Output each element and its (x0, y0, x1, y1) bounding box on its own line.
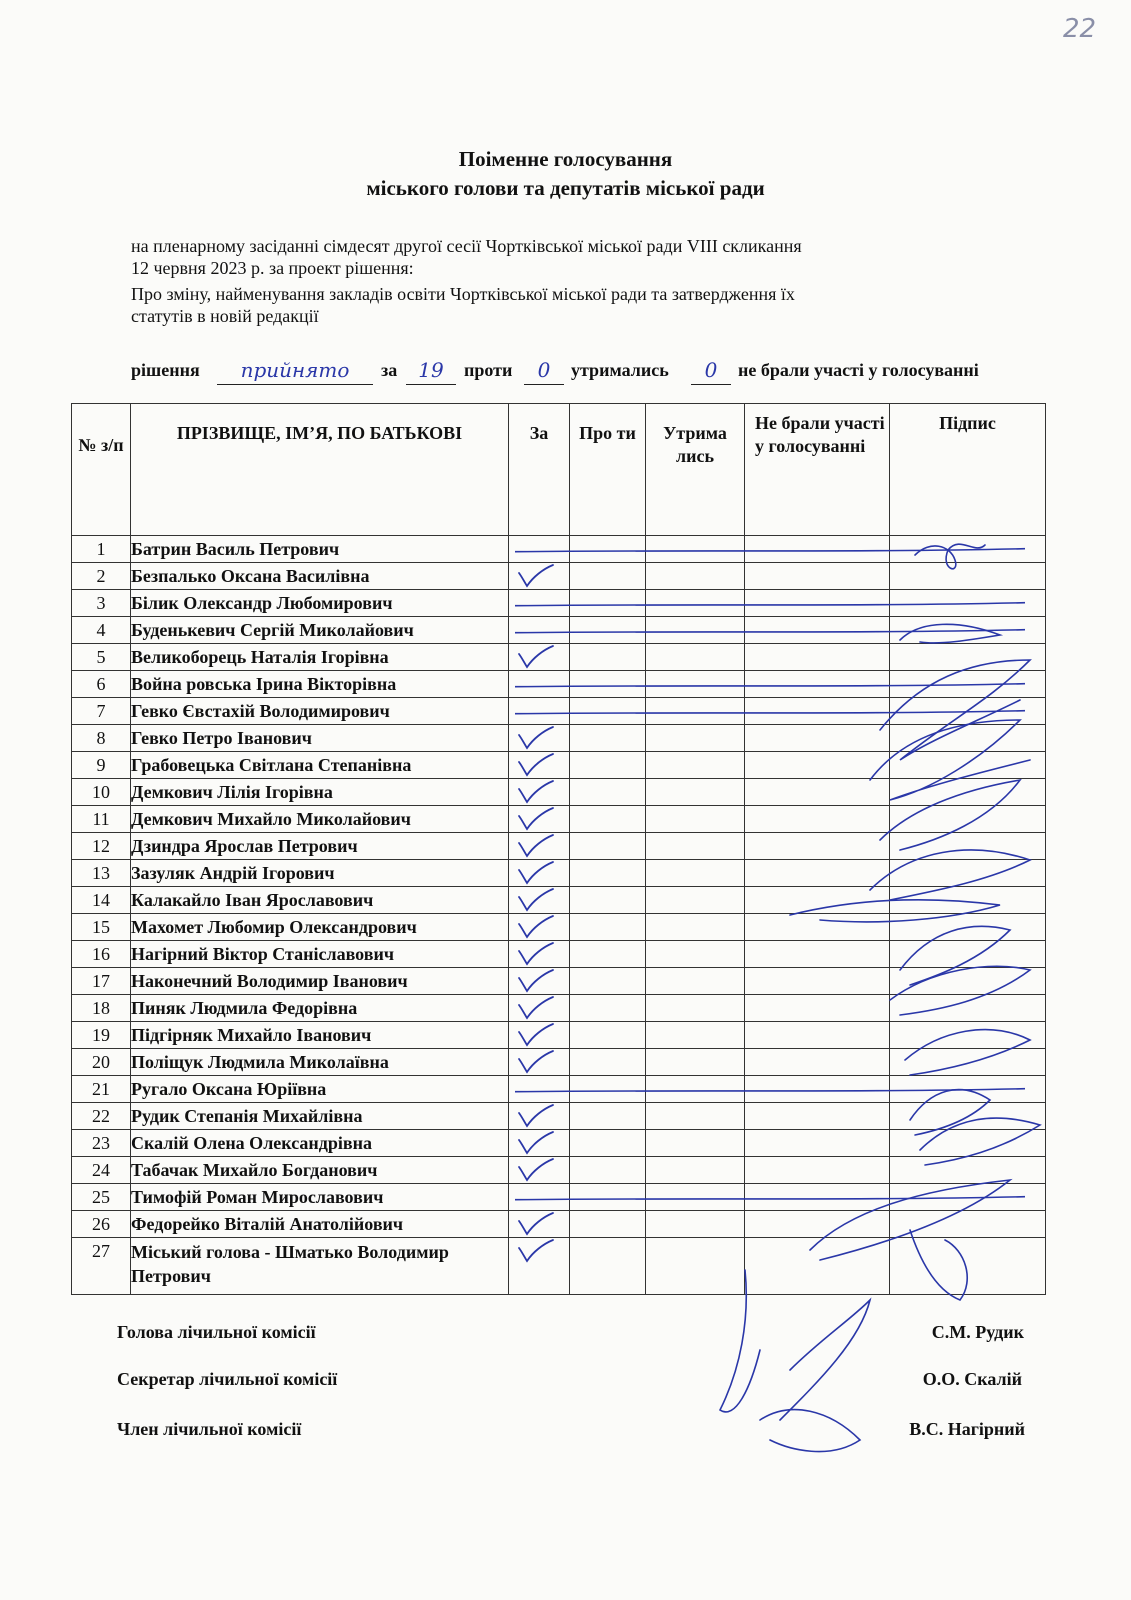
not-participated-cell (745, 590, 890, 617)
table-row (72, 1130, 1046, 1157)
signature-cell (890, 1103, 1046, 1130)
against-cell (570, 860, 646, 887)
for-cell (509, 698, 570, 725)
for-cell (509, 617, 570, 644)
for-cell (509, 1130, 570, 1157)
chair-label: Голова лічильної комісії (117, 1322, 316, 1342)
against-cell (570, 941, 646, 968)
for-cell (509, 1076, 570, 1103)
row-number: 1 (72, 536, 131, 563)
for-cell (509, 1049, 570, 1076)
abstained-cell (646, 833, 745, 860)
row-number: 8 (72, 725, 131, 752)
header-for: За (509, 404, 570, 536)
draft-title-line1: Про зміну, найменування закладів освіти Чортківської міської ради та затвердження їх (131, 284, 795, 304)
checkmark-icon (513, 563, 557, 589)
deputy-name: Батрин Василь Петрович (131, 536, 509, 563)
deputy-name: Грабовецька Світлана Степанівна (131, 752, 509, 779)
table-row (72, 806, 1046, 833)
not-participated-cell (745, 536, 890, 563)
signature-cell (890, 617, 1046, 644)
for-cell (509, 563, 570, 590)
abstained-cell (646, 752, 745, 779)
signature-cell (890, 644, 1046, 671)
vote-summary (131, 360, 1061, 388)
against-cell (570, 536, 646, 563)
checkmark-icon (513, 833, 557, 859)
abstained-cell (646, 617, 745, 644)
deputy-name: Рудик Степанія Михайлівна (131, 1103, 509, 1130)
table-row (72, 698, 1046, 725)
not-participated-cell (745, 1130, 890, 1157)
abstained-cell (646, 1022, 745, 1049)
against-cell (570, 887, 646, 914)
signature-cell (890, 914, 1046, 941)
deputy-name: Демкович Михайло Миколайович (131, 806, 509, 833)
abstained-cell (646, 1049, 745, 1076)
session-line: на пленарному засіданні сімдесят другої сесії Чортківської міської ради VIII скликання (131, 236, 802, 256)
checkmark-icon (513, 995, 557, 1021)
header-name: ПРІЗВИЩЕ, ІМ’Я, ПО БАТЬКОВІ (131, 404, 509, 536)
abstained-cell (646, 860, 745, 887)
deputy-name: Тимофій Роман Мирославович (131, 1184, 509, 1211)
against-cell (570, 644, 646, 671)
header-signature: Підпис (890, 404, 1046, 536)
not-participated-label: не брали участі у голосуванні (738, 360, 979, 380)
table-row (72, 968, 1046, 995)
row-number: 6 (72, 671, 131, 698)
for-cell (509, 995, 570, 1022)
for-cell (509, 1103, 570, 1130)
abstained-cell (646, 563, 745, 590)
deputy-name: Поліщук Людмила Миколаївна (131, 1049, 509, 1076)
against-cell (570, 1049, 646, 1076)
signature-cell (890, 671, 1046, 698)
for-cell (509, 671, 570, 698)
date-line: 12 червня 2023 р. за проект рішення: (131, 258, 414, 278)
deputy-name: Ругало Оксана Юріївна (131, 1076, 509, 1103)
row-number: 4 (72, 617, 131, 644)
against-cell (570, 617, 646, 644)
signature-cell (890, 806, 1046, 833)
signature-cell (890, 725, 1046, 752)
deputy-name: Гевко Євстахій Володимирович (131, 698, 509, 725)
against-cell (570, 1157, 646, 1184)
table-row (72, 1184, 1046, 1211)
against-cell (570, 1076, 646, 1103)
against-cell (570, 698, 646, 725)
signature-cell (890, 1238, 1046, 1295)
not-participated-cell (745, 1103, 890, 1130)
header-not-participated: Не брали участі у голосуванні (745, 404, 890, 536)
for-cell (509, 752, 570, 779)
row-number: 23 (72, 1130, 131, 1157)
signature-cell (890, 860, 1046, 887)
signature-cell (890, 536, 1046, 563)
not-participated-cell (745, 860, 890, 887)
abstained-cell (646, 779, 745, 806)
row-number: 18 (72, 995, 131, 1022)
abstained-cell (646, 1103, 745, 1130)
abstained-cell (646, 725, 745, 752)
against-cell (570, 914, 646, 941)
chair-name: С.М. Рудик (931, 1322, 1024, 1342)
for-cell (509, 887, 570, 914)
against-cell (570, 1130, 646, 1157)
row-number: 22 (72, 1103, 131, 1130)
abstained-cell (646, 698, 745, 725)
for-cell (509, 914, 570, 941)
not-participated-cell (745, 1184, 890, 1211)
checkmark-icon (513, 752, 557, 778)
table-row (72, 887, 1046, 914)
row-number: 11 (72, 806, 131, 833)
against-cell (570, 752, 646, 779)
signature-cell (890, 1022, 1046, 1049)
table-row (72, 752, 1046, 779)
table-row (72, 644, 1046, 671)
checkmark-icon (513, 941, 557, 967)
for-cell (509, 725, 570, 752)
deputy-name: Наконечний Володимир Іванович (131, 968, 509, 995)
against-cell (570, 1184, 646, 1211)
for-cell (509, 833, 570, 860)
signature-cell (890, 1076, 1046, 1103)
deputy-name: Демкович Лілія Ігорівна (131, 779, 509, 806)
abstained-cell (646, 995, 745, 1022)
against-cell (570, 1211, 646, 1238)
for-cell (509, 941, 570, 968)
not-participated-cell (745, 1022, 890, 1049)
abstained-cell (646, 1157, 745, 1184)
row-number: 17 (72, 968, 131, 995)
abstained-cell (646, 806, 745, 833)
table-row (72, 1022, 1046, 1049)
not-participated-cell (745, 725, 890, 752)
checkmark-icon (513, 1157, 557, 1183)
abstained-cell (646, 1130, 745, 1157)
abstained-cell (646, 968, 745, 995)
not-participated-cell (745, 1049, 890, 1076)
checkmark-icon (513, 644, 557, 670)
not-participated-cell (745, 914, 890, 941)
abstained-cell (646, 887, 745, 914)
decision-label: рішення (131, 360, 200, 380)
against-cell (570, 806, 646, 833)
row-number: 27 (72, 1238, 131, 1295)
not-participated-cell (745, 806, 890, 833)
for-label: за (381, 360, 398, 380)
table-row (72, 725, 1046, 752)
not-participated-cell (745, 779, 890, 806)
table-row (72, 1157, 1046, 1184)
row-number: 5 (72, 644, 131, 671)
signature-cell (890, 1157, 1046, 1184)
signature-cell (890, 698, 1046, 725)
signature-cell (890, 1211, 1046, 1238)
row-number: 13 (72, 860, 131, 887)
table-header-row (72, 404, 1046, 536)
member-label: Член лічильної комісії (117, 1419, 302, 1439)
not-participated-cell (745, 752, 890, 779)
checkmark-icon (513, 806, 557, 832)
checkmark-icon (513, 1211, 557, 1237)
not-participated-cell (745, 563, 890, 590)
row-number: 10 (72, 779, 131, 806)
against-cell (570, 1238, 646, 1295)
decision-value: прийнято (217, 360, 373, 385)
not-participated-cell (745, 887, 890, 914)
table-row (72, 590, 1046, 617)
row-number: 21 (72, 1076, 131, 1103)
table-row (72, 1103, 1046, 1130)
deputy-name: Война ровська Ірина Вікторівна (131, 671, 509, 698)
abstained-cell (646, 671, 745, 698)
abstained-cell (646, 1211, 745, 1238)
against-cell (570, 590, 646, 617)
roll-call-table (71, 403, 1046, 1295)
for-cell (509, 1184, 570, 1211)
deputy-name: Великоборець Наталія Ігорівна (131, 644, 509, 671)
abstained-cell (646, 1238, 745, 1295)
checkmark-icon (513, 1022, 557, 1048)
table-row (72, 1076, 1046, 1103)
deputy-name: Табачак Михайло Богданович (131, 1157, 509, 1184)
signature-cell (890, 1049, 1046, 1076)
table-row (72, 941, 1046, 968)
checkmark-icon (513, 1238, 557, 1264)
deputy-name: Гевко Петро Іванович (131, 725, 509, 752)
table-row (72, 1211, 1046, 1238)
document-subtitle: міського голови та депутатів міської ради (366, 176, 765, 200)
checkmark-icon (513, 1049, 557, 1075)
for-cell (509, 1022, 570, 1049)
against-cell (570, 563, 646, 590)
against-label: проти (464, 360, 513, 380)
against-cell (570, 671, 646, 698)
deputy-name: Скалій Олена Олександрівна (131, 1130, 509, 1157)
signature-cell (890, 995, 1046, 1022)
member-name: В.С. Нагірний (909, 1419, 1025, 1439)
row-number: 20 (72, 1049, 131, 1076)
not-participated-cell (745, 833, 890, 860)
not-participated-cell (745, 1238, 890, 1295)
not-participated-cell (745, 1211, 890, 1238)
signature-cell (890, 887, 1046, 914)
row-number: 26 (72, 1211, 131, 1238)
against-cell (570, 1103, 646, 1130)
against-cell (570, 1022, 646, 1049)
not-participated-cell (745, 968, 890, 995)
deputy-name: Буденькевич Сергій Миколайович (131, 617, 509, 644)
row-number: 25 (72, 1184, 131, 1211)
header-abstained: Утрима лись (646, 404, 745, 536)
for-cell (509, 644, 570, 671)
not-participated-cell (745, 1157, 890, 1184)
abstained-cell (646, 644, 745, 671)
checkmark-icon (513, 1130, 557, 1156)
against-cell (570, 833, 646, 860)
for-cell (509, 1238, 570, 1295)
document-title: Поіменне голосування (458, 147, 673, 171)
for-cell (509, 536, 570, 563)
deputy-name: Безпалько Оксана Василівна (131, 563, 509, 590)
checkmark-icon (513, 779, 557, 805)
signature-mark (760, 1410, 860, 1452)
row-number: 7 (72, 698, 131, 725)
deputy-name: Махомет Любомир Олександрович (131, 914, 509, 941)
table-row (72, 1238, 1046, 1295)
not-participated-cell (745, 671, 890, 698)
checkmark-icon (513, 914, 557, 940)
checkmark-icon (513, 1103, 557, 1129)
row-number: 3 (72, 590, 131, 617)
checkmark-icon (513, 725, 557, 751)
deputy-name: Підгірняк Михайло Іванович (131, 1022, 509, 1049)
table-row (72, 860, 1046, 887)
not-participated-cell (745, 644, 890, 671)
signature-mark (780, 1300, 870, 1420)
signature-cell (890, 1184, 1046, 1211)
abstained-cell (646, 914, 745, 941)
draft-title-line2: статутів в новій редакції (131, 306, 319, 326)
not-participated-cell (745, 995, 890, 1022)
not-participated-cell (745, 617, 890, 644)
abstained-cell (646, 1184, 745, 1211)
row-number: 9 (72, 752, 131, 779)
against-cell (570, 968, 646, 995)
abstained-cell (646, 590, 745, 617)
deputy-name: Калакайло Іван Ярославович (131, 887, 509, 914)
abstained-label: утримались (571, 360, 669, 380)
row-number: 12 (72, 833, 131, 860)
signature-cell (890, 563, 1046, 590)
row-number: 15 (72, 914, 131, 941)
for-cell (509, 806, 570, 833)
table-row (72, 536, 1046, 563)
deputy-name: Нагірний Віктор Станіславович (131, 941, 509, 968)
not-participated-cell (745, 1076, 890, 1103)
not-participated-cell (745, 941, 890, 968)
against-value: 0 (524, 360, 564, 385)
header-num: № з/п (72, 404, 131, 536)
deputy-name: Федорейко Віталій Анатолійович (131, 1211, 509, 1238)
against-cell (570, 995, 646, 1022)
abstained-cell (646, 1076, 745, 1103)
signature-cell (890, 779, 1046, 806)
row-number: 16 (72, 941, 131, 968)
table-row (72, 914, 1046, 941)
table-row (72, 995, 1046, 1022)
checkmark-icon (513, 887, 557, 913)
for-cell (509, 1211, 570, 1238)
row-number: 19 (72, 1022, 131, 1049)
page-number: 22 (1063, 14, 1097, 44)
against-cell (570, 779, 646, 806)
deputy-name: Пиняк Людмила Федорівна (131, 995, 509, 1022)
row-number: 24 (72, 1157, 131, 1184)
for-cell (509, 779, 570, 806)
deputy-name: Білик Олександр Любомирович (131, 590, 509, 617)
signature-cell (890, 1130, 1046, 1157)
row-number: 2 (72, 563, 131, 590)
against-cell (570, 725, 646, 752)
table-row (72, 617, 1046, 644)
deputy-name: Міський голова - Шматько Володимир Петрович (131, 1238, 509, 1295)
signature-cell (890, 590, 1046, 617)
checkmark-icon (513, 968, 557, 994)
secretary-name: О.О. Скалій (922, 1369, 1022, 1389)
signature-cell (890, 968, 1046, 995)
table-row (72, 779, 1046, 806)
table-row (72, 1049, 1046, 1076)
signature-cell (890, 941, 1046, 968)
abstained-value: 0 (691, 360, 731, 385)
signature-cell (890, 833, 1046, 860)
deputy-name: Зазуляк Андрій Ігорович (131, 860, 509, 887)
secretary-label: Секретар лічильної комісії (117, 1369, 338, 1389)
for-value: 19 (406, 360, 456, 385)
header-against: Про ти (570, 404, 646, 536)
for-cell (509, 968, 570, 995)
abstained-cell (646, 941, 745, 968)
for-cell (509, 590, 570, 617)
checkmark-icon (513, 860, 557, 886)
signature-cell (890, 752, 1046, 779)
row-number: 14 (72, 887, 131, 914)
not-participated-cell (745, 698, 890, 725)
abstained-cell (646, 536, 745, 563)
table-row (72, 563, 1046, 590)
deputy-name: Дзиндра Ярослав Петрович (131, 833, 509, 860)
for-cell (509, 1157, 570, 1184)
for-cell (509, 860, 570, 887)
table-row (72, 671, 1046, 698)
table-row (72, 833, 1046, 860)
